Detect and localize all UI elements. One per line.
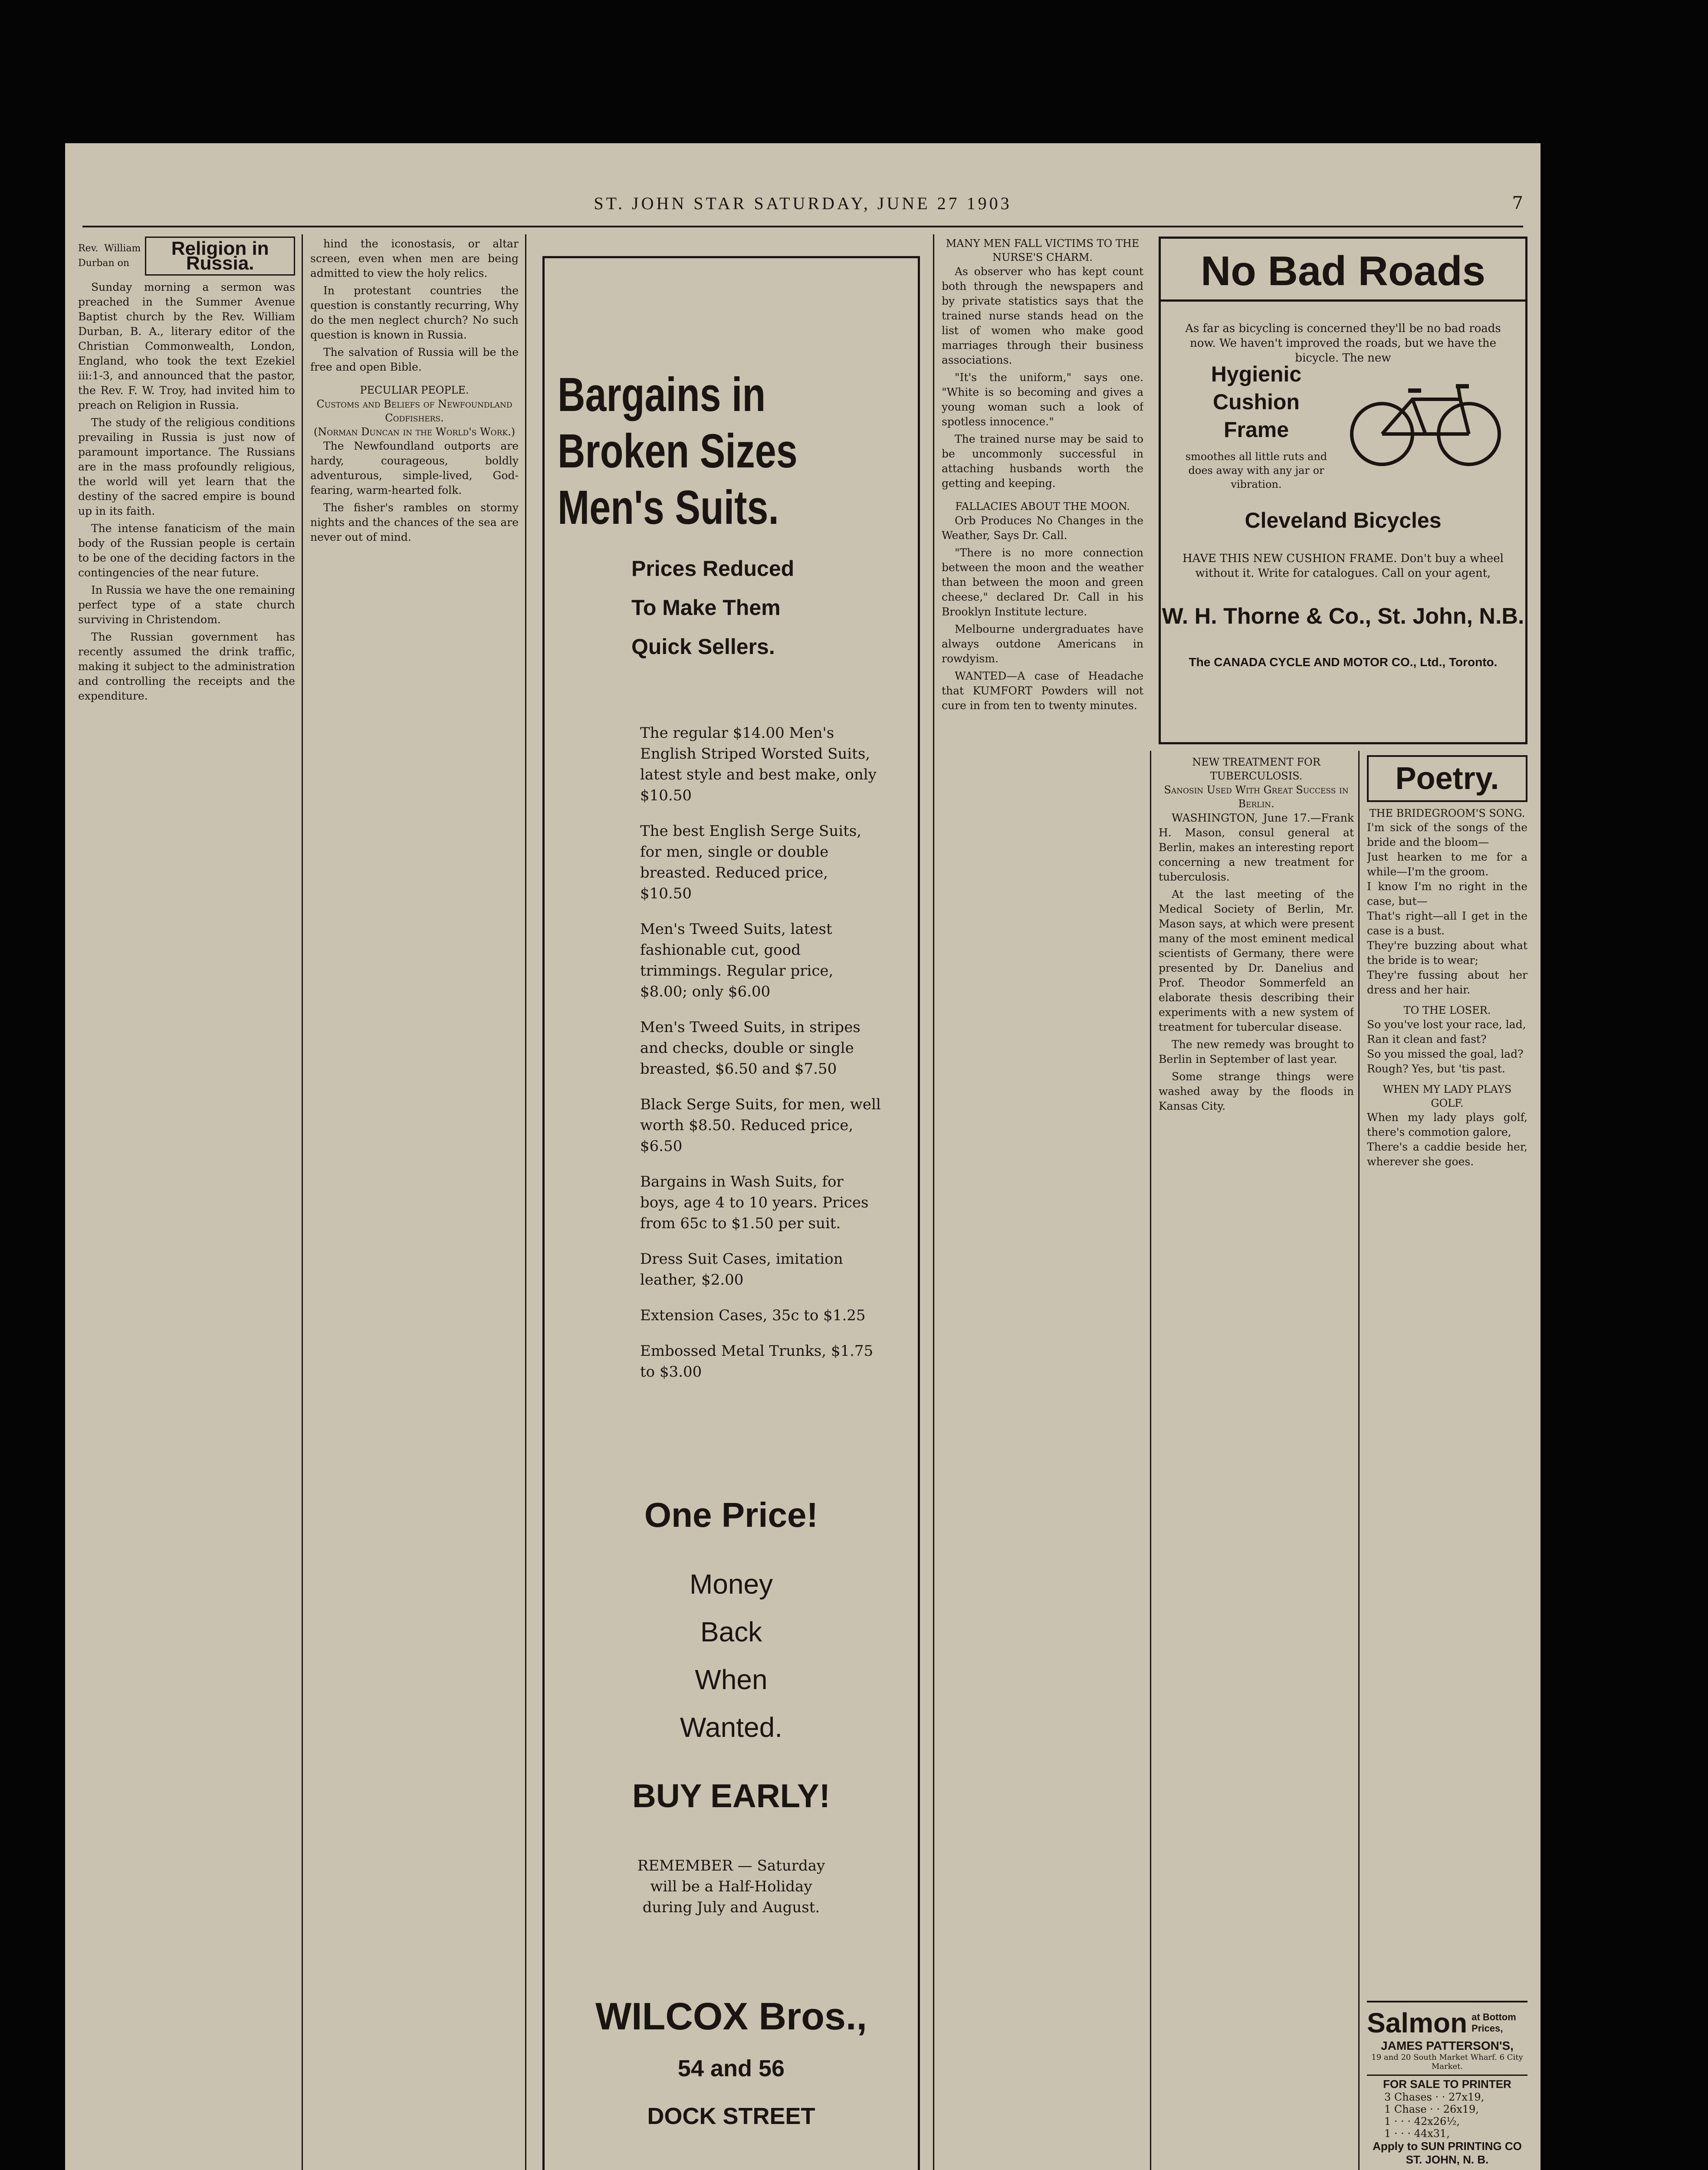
bicycle-headline: No Bad Roads bbox=[1161, 247, 1525, 302]
article-heading: NEW TREATMENT FOR TUBERCULOSIS. bbox=[1192, 756, 1320, 782]
article-paragraph: The Newfoundland outports are hardy, courageous, boldly adventurous, simple-lived, God-fearing, warm-hearted folk. bbox=[310, 440, 519, 496]
article-paragraph: The trained nurse may be said to be uncommonly successful in attaching husbands worth the getting and keeping. bbox=[942, 433, 1143, 490]
ad-headline-line: Men's Suits. bbox=[558, 481, 779, 534]
ad-item: Embossed Metal Trunks, $1.75 to $3.00 bbox=[640, 1342, 874, 1381]
poem-line: Just hearken to me for a while—I'm the groom. bbox=[1367, 851, 1527, 878]
one-price: One Price! bbox=[644, 1496, 818, 1534]
column-two bbox=[310, 237, 519, 2170]
bicycle-cta: HAVE THIS NEW CUSHION FRAME. Don't buy a wheel without it. Write for catalogues. Call on your agent, bbox=[1182, 552, 1504, 580]
moon-heading: FALLACIES ABOUT THE MOON. bbox=[955, 500, 1130, 513]
article-byline: Rev. William Durban on bbox=[78, 243, 141, 269]
peculiar-people-subheading: Customs and Beliefs of Newfoundland Codfishers. bbox=[316, 398, 512, 424]
poem-title: WHEN MY LADY PLAYS GOLF. bbox=[1383, 1083, 1512, 1109]
newspaper-page bbox=[65, 143, 1540, 2170]
article-paragraph: "It's the uniform," says one. "White is so becoming and gives a young woman such a look of spotless innocence." bbox=[942, 371, 1143, 428]
article-paragraph: Some strange things were washed away by the floods in Kansas City. bbox=[1159, 1070, 1354, 1112]
column-rule bbox=[1358, 751, 1360, 2170]
poem-title: THE BRIDEGROOM'S SONG. bbox=[1369, 807, 1525, 819]
article-paragraph: As observer who has kept count both through the newspapers and by private statistics says that the trained nurse stands head on the list of women who make good marriages through their business associations. bbox=[942, 265, 1143, 366]
poem-line: I'm sick of the songs of the bride and the bloom— bbox=[1367, 821, 1527, 848]
chase-line: 1 Chase · · 26x19, bbox=[1384, 2103, 1479, 2115]
poem-line: So you missed the goal, lad? bbox=[1367, 1048, 1524, 1060]
product-line: Cushion bbox=[1213, 390, 1300, 414]
wanted-notice: WANTED—A case of Headache that KUMFORT Powders will not cure in from ten to twenty minutes. bbox=[942, 670, 1143, 712]
ad-item: Men's Tweed Suits, latest fashionable cut, good trimmings. Regular price, $8.00; only $6.00 bbox=[640, 921, 834, 1000]
column-rule bbox=[302, 234, 303, 2170]
poem-title: TO THE LOSER. bbox=[1403, 1004, 1491, 1016]
column-rule bbox=[525, 234, 526, 2170]
article-paragraph: Orb Produces No Changes in the Weather, Says Dr. Call. bbox=[942, 514, 1143, 542]
chase-line: 1 · · · 44x31, bbox=[1384, 2127, 1450, 2140]
column-rule bbox=[1150, 751, 1151, 2170]
article-paragraph: The new remedy was brought to Berlin in September of last year. bbox=[1159, 1038, 1354, 1065]
article-paragraph: The study of the religious conditions prevailing in Russia is just now of paramount importance. The Russians are in the mass profoundly religious, the world will yet learn that the destiny of the sacred empire is bound up in its faith. bbox=[78, 416, 295, 517]
poem-line: Rough? Yes, but 'tis past. bbox=[1367, 1062, 1505, 1075]
wilcox-bros-ad bbox=[542, 256, 920, 2170]
ad-item: The regular $14.00 Men's English Striped Worsted Suits, latest style and best make, only $10.50 bbox=[640, 724, 877, 804]
ad-headline-line: Broken Sizes bbox=[558, 424, 798, 478]
money-back-line: Wanted. bbox=[680, 1712, 782, 1743]
for-sale-heading: FOR SALE TO PRINTER bbox=[1367, 2075, 1527, 2091]
poem-line: I know I'm no right in the case, but— bbox=[1367, 880, 1527, 907]
salmon-side: at Bottom Prices, bbox=[1472, 2012, 1516, 2034]
article-paragraph: "There is no more connection between the moon and the weather than between the moon and green cheese," declared Dr. Call in his Brooklyn Institute lecture. bbox=[942, 546, 1143, 618]
page-number: 7 bbox=[1512, 193, 1523, 213]
ad-subline: Quick Sellers. bbox=[631, 635, 775, 659]
product-desc: smoothes all little ruts and does away with any jar or vibration. bbox=[1185, 450, 1327, 490]
bicycle-maker: The CANADA CYCLE AND MOTOR CO., Ltd., Toronto. bbox=[1189, 655, 1498, 669]
article-paragraph: Melbourne undergraduates have always outdone Americans in rowdyism. bbox=[942, 623, 1143, 665]
ad-item: Bargains in Wash Suits, for boys, age 4 to 10 years. Prices from 65c to $1.50 per suit. bbox=[640, 1173, 869, 1232]
poetry-column bbox=[1367, 755, 1527, 2170]
bicycle-brand: Cleveland Bicycles bbox=[1245, 508, 1442, 533]
money-back-line: Back bbox=[700, 1616, 762, 1647]
ad-item: The best English Serge Suits, for men, single or double breasted. Reduced price, $10.50 bbox=[640, 822, 862, 902]
column-rule bbox=[933, 234, 934, 2170]
masthead-rule bbox=[82, 226, 1523, 227]
poetry-heading: Poetry. bbox=[1367, 755, 1527, 802]
firm-name: WILCOX Bros., bbox=[595, 1995, 867, 2038]
poem-line: There's a caddie beside her, wherever she goes. bbox=[1367, 1141, 1527, 1168]
city-line: ST. JOHN, N. B. bbox=[1406, 2153, 1489, 2166]
article-paragraph: The fisher's rambles on stormy nights and the chances of the sea are never out of mind. bbox=[310, 501, 519, 543]
money-back-line: When bbox=[695, 1664, 768, 1695]
ad-subline: Prices Reduced bbox=[631, 556, 795, 581]
poem-line: So you've lost your race, lad, bbox=[1367, 1018, 1526, 1031]
ad-item: Extension Cases, 35c to $1.25 bbox=[640, 1307, 866, 1324]
ad-item: Men's Tweed Suits, in stripes and checks, double or single breasted, $6.50 and $7.50 bbox=[640, 1019, 861, 1078]
poem-line: They're buzzing about what the bride is to wear; bbox=[1367, 939, 1527, 967]
ad-item: Dress Suit Cases, imitation leather, $2.00 bbox=[640, 1250, 843, 1289]
article-paragraph: In protestant countries the question is constantly recurring, Why do the men neglect church? No such question is known in Russia. bbox=[310, 284, 519, 341]
poem-line: They're fussing about her dress and her hair. bbox=[1367, 969, 1527, 996]
article-heading: MANY MEN FALL VICTIMS TO THE NURSE'S CHARM. bbox=[946, 237, 1140, 263]
poem-line: When my lady plays golf, there's commotion galore, bbox=[1367, 1111, 1527, 1138]
peculiar-people-heading: PECULIAR PEOPLE. bbox=[360, 384, 469, 396]
article-paragraph: WASHINGTON, June 17.—Frank H. Mason, consul general at Berlin, makes an interesting report concerning a new treatment for tuberculosis. bbox=[1159, 812, 1354, 883]
chase-line: 1 · · · 42x26½, bbox=[1384, 2115, 1460, 2127]
bicycle-agent: W. H. Thorne & Co., St. John, N.B. bbox=[1162, 604, 1524, 629]
salmon-headline: Salmon bbox=[1367, 2007, 1468, 2038]
article-paragraph: In Russia we have the one remaining perfect type of a state church surviving in Christendom. bbox=[78, 584, 295, 626]
ad-subline: To Make Them bbox=[631, 595, 781, 620]
article-heading: Religion in Russia. bbox=[145, 237, 295, 276]
masthead: ST. JOHN STAR SATURDAY, JUNE 27 1903 bbox=[594, 194, 1012, 213]
bicycle-icon bbox=[1347, 369, 1504, 469]
article-paragraph: The salvation of Russia will be the free and open Bible. bbox=[310, 346, 519, 373]
poem-line: Ran it clean and fast? bbox=[1367, 1033, 1487, 1046]
article-paragraph: The Russian government has recently assumed the drink traffic, making it subject to the administration and controlling the receipts and the expenditure. bbox=[78, 631, 295, 702]
religion-in-russia-article bbox=[78, 237, 295, 2170]
nurse-charm-article bbox=[942, 237, 1143, 2170]
ad-headline-line: Bargains in bbox=[558, 368, 766, 421]
firm-address: 54 and 56 bbox=[677, 2055, 785, 2081]
money-back-line: Money bbox=[689, 1568, 773, 1600]
article-paragraph: Sunday morning a sermon was preached in the Summer Avenue Baptist church by the Rev. William Durban, B. A., literary editor of the Christian Commonwealth, London, England, who took the text Ezekiel iii:1-3, and announced that the pastor, the Rev. F. W. Troy, had invited him to preach on Religion in Russia. bbox=[78, 281, 295, 411]
chase-line: 3 Chases · · 27x19, bbox=[1384, 2091, 1485, 2103]
product-line: Hygienic bbox=[1211, 362, 1302, 386]
firm-street: DOCK STREET bbox=[647, 2103, 815, 2129]
poem-line: That's right—all I get in the case is a bust. bbox=[1367, 910, 1527, 937]
article-paragraph: At the last meeting of the Medical Society of Berlin, Mr. Mason says, at which were present many of the most eminent medical scientists of Germany, there were presented by Dr. Danelius and Prof. Theodor Sommerfeld an elaborate thesis describing their experiments with a new system of treatment for tubercular disease. bbox=[1159, 888, 1354, 1033]
buy-early: BUY EARLY! bbox=[632, 1778, 831, 1815]
apply-line: Apply to SUN PRINTING CO bbox=[1373, 2140, 1522, 2153]
article-paragraph: hind the iconostasis, or altar screen, even when men are being admitted to view the holy relics. bbox=[310, 237, 519, 279]
article-paragraph: The intense fanaticism of the main body of the Russian people is certain to be one of the deciding factors in the contingencies of the near future. bbox=[78, 522, 295, 579]
ad-item: Black Serge Suits, for men, well worth $8.50. Reduced price, $6.50 bbox=[640, 1096, 881, 1155]
bicycle-ad bbox=[1159, 237, 1527, 744]
bicycle-intro: As far as bicycling is concerned they'll be no bad roads now. We haven't improved the roads, but we have the bicycle. The new bbox=[1185, 322, 1501, 365]
patterson-address: 19 and 20 South Market Wharf. 6 City Market. bbox=[1371, 2053, 1523, 2071]
patterson-name: JAMES PATTERSON'S, bbox=[1381, 2039, 1514, 2052]
tuberculosis-article bbox=[1159, 755, 1354, 2170]
article-subheading: Sanosin Used With Great Success in Berlin. bbox=[1164, 784, 1349, 810]
peculiar-people-source: (Norman Duncan in the World's Work.) bbox=[313, 426, 516, 438]
product-line: Frame bbox=[1223, 418, 1289, 442]
remember-note: REMEMBER — Saturday will be a Half-Holiday during July and August. bbox=[637, 1857, 825, 1916]
classified-ads bbox=[1367, 2001, 1527, 2170]
